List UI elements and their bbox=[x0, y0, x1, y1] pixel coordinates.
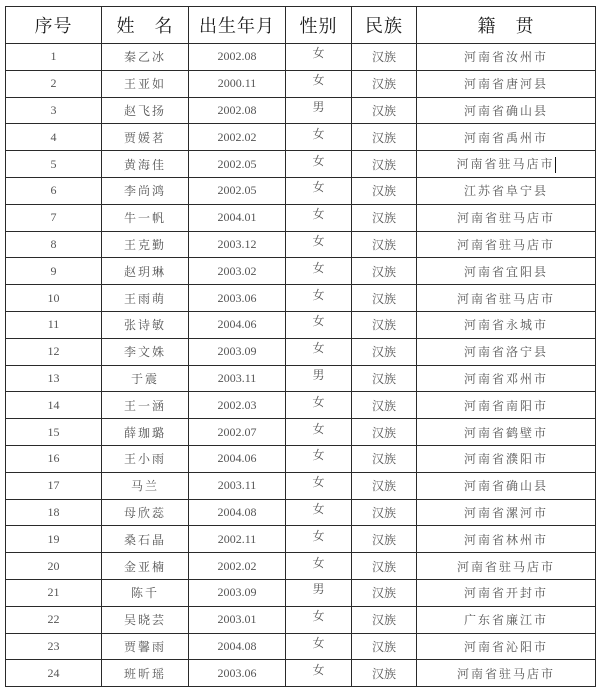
cell-index[interactable]: 19 bbox=[6, 526, 102, 553]
cell-origin-text: 河南省驻马店市 bbox=[456, 237, 555, 252]
cell-name[interactable]: 王小雨 bbox=[102, 445, 189, 472]
cell-gender-text: 女 bbox=[312, 314, 325, 329]
cell-ethnicity[interactable]: 汉族 bbox=[352, 177, 417, 204]
cell-origin[interactable] bbox=[417, 285, 596, 312]
header-birth[interactable]: 出生年月 bbox=[189, 7, 286, 44]
cell-origin-text: 河南省永城市 bbox=[463, 318, 548, 333]
cell-index[interactable]: 16 bbox=[6, 445, 102, 472]
cell-index[interactable]: 5 bbox=[6, 151, 102, 178]
cell-birth[interactable]: 2002.05 bbox=[189, 177, 286, 204]
cell-name[interactable]: 张诗敏 bbox=[102, 311, 189, 338]
cell-origin-text: 河南省驻马店市 bbox=[456, 291, 555, 306]
cell-ethnicity[interactable]: 汉族 bbox=[352, 606, 417, 633]
cell-name[interactable]: 牛一帆 bbox=[102, 204, 189, 231]
cell-origin[interactable] bbox=[417, 204, 596, 231]
cell-gender[interactable] bbox=[286, 231, 352, 258]
cell-birth[interactable]: 2003.11 bbox=[189, 365, 286, 392]
cell-origin[interactable] bbox=[417, 311, 596, 338]
cell-gender-text: 男 bbox=[312, 367, 325, 382]
cell-name[interactable]: 王一涵 bbox=[102, 392, 189, 419]
cell-birth[interactable]: 2003.01 bbox=[189, 606, 286, 633]
table-row bbox=[6, 285, 596, 312]
cell-origin-text: 河南省邓州市 bbox=[463, 371, 548, 386]
cell-gender[interactable] bbox=[286, 70, 352, 97]
cell-ethnicity[interactable]: 汉族 bbox=[352, 392, 417, 419]
cell-ethnicity[interactable]: 汉族 bbox=[352, 419, 417, 446]
cell-index[interactable]: 15 bbox=[6, 419, 102, 446]
cell-gender-text: 女 bbox=[312, 501, 325, 516]
cell-birth[interactable]: 2003.09 bbox=[189, 579, 286, 606]
table-row bbox=[6, 392, 596, 419]
cell-origin[interactable] bbox=[417, 177, 596, 204]
cell-name[interactable]: 于震 bbox=[102, 365, 189, 392]
cell-index[interactable]: 13 bbox=[6, 365, 102, 392]
cell-origin[interactable] bbox=[417, 338, 596, 365]
cell-ethnicity[interactable]: 汉族 bbox=[352, 124, 417, 151]
cell-name[interactable]: 吴晓芸 bbox=[102, 606, 189, 633]
table-row bbox=[6, 311, 596, 338]
cell-gender[interactable] bbox=[286, 151, 352, 178]
cell-birth[interactable]: 2002.02 bbox=[189, 553, 286, 580]
cell-gender[interactable] bbox=[286, 392, 352, 419]
cell-origin[interactable] bbox=[417, 445, 596, 472]
cell-name[interactable]: 桑石晶 bbox=[102, 526, 189, 553]
cell-index[interactable]: 3 bbox=[6, 97, 102, 124]
cell-origin[interactable] bbox=[417, 97, 596, 124]
document-page bbox=[5, 6, 595, 687]
cell-gender-text: 女 bbox=[312, 207, 325, 222]
cell-ethnicity[interactable]: 汉族 bbox=[352, 338, 417, 365]
cell-name[interactable]: 贾媛茗 bbox=[102, 124, 189, 151]
cell-origin[interactable] bbox=[417, 392, 596, 419]
cell-name[interactable]: 黄海佳 bbox=[102, 151, 189, 178]
cell-gender[interactable] bbox=[286, 526, 352, 553]
cell-ethnicity[interactable]: 汉族 bbox=[352, 97, 417, 124]
table-row bbox=[6, 124, 596, 151]
table-row bbox=[6, 70, 596, 97]
table-row bbox=[6, 553, 596, 580]
cell-birth[interactable]: 2004.06 bbox=[189, 445, 286, 472]
cell-birth[interactable]: 2003.09 bbox=[189, 338, 286, 365]
cell-birth[interactable]: 2003.11 bbox=[189, 472, 286, 499]
cell-birth[interactable]: 2002.05 bbox=[189, 151, 286, 178]
cell-index[interactable]: 21 bbox=[6, 579, 102, 606]
cell-origin[interactable] bbox=[417, 499, 596, 526]
cell-gender-text: 女 bbox=[312, 126, 325, 141]
student-roster-table bbox=[5, 6, 596, 687]
cell-gender[interactable] bbox=[286, 177, 352, 204]
cell-gender-text: 女 bbox=[312, 421, 325, 436]
cell-name[interactable]: 赵玥琳 bbox=[102, 258, 189, 285]
cell-origin-text: 河南省驻马店市 bbox=[456, 157, 555, 172]
cell-origin-text: 河南省漯河市 bbox=[463, 505, 548, 520]
cell-origin-text: 河南省林州市 bbox=[463, 532, 548, 547]
table-header-row bbox=[6, 7, 596, 44]
header-ethnicity[interactable]: 民族 bbox=[352, 7, 417, 44]
cell-origin-text: 河南省驻马店市 bbox=[456, 559, 555, 574]
cell-name[interactable]: 秦乙冰 bbox=[102, 44, 189, 71]
cell-origin-text: 河南省驻马店市 bbox=[456, 666, 555, 681]
table-row bbox=[6, 44, 596, 71]
cell-gender-text: 女 bbox=[312, 609, 325, 624]
cell-origin[interactable] bbox=[417, 124, 596, 151]
cell-gender[interactable] bbox=[286, 633, 352, 660]
cell-birth[interactable]: 2004.08 bbox=[189, 633, 286, 660]
cell-gender[interactable] bbox=[286, 338, 352, 365]
table-row bbox=[6, 258, 596, 285]
cell-birth[interactable]: 2004.01 bbox=[189, 204, 286, 231]
cell-gender-text: 女 bbox=[312, 394, 325, 409]
table-row bbox=[6, 472, 596, 499]
cell-origin-text: 河南省驻马店市 bbox=[456, 211, 555, 226]
cell-birth[interactable]: 2002.08 bbox=[189, 44, 286, 71]
cell-index[interactable]: 24 bbox=[6, 660, 102, 687]
cell-gender[interactable] bbox=[286, 660, 352, 687]
text-cursor bbox=[555, 157, 556, 173]
cell-gender[interactable] bbox=[286, 553, 352, 580]
cell-name[interactable]: 王亚如 bbox=[102, 70, 189, 97]
cell-gender[interactable] bbox=[286, 44, 352, 71]
cell-origin[interactable] bbox=[417, 633, 596, 660]
cell-index[interactable]: 2 bbox=[6, 70, 102, 97]
table-row bbox=[6, 660, 596, 687]
header-name[interactable]: 姓 名 bbox=[102, 7, 189, 44]
cell-name[interactable]: 班昕瑶 bbox=[102, 660, 189, 687]
cell-index[interactable]: 23 bbox=[6, 633, 102, 660]
cell-origin[interactable] bbox=[417, 365, 596, 392]
table-row bbox=[6, 204, 596, 231]
cell-origin-text: 河南省汝州市 bbox=[463, 50, 548, 65]
cell-index[interactable]: 12 bbox=[6, 338, 102, 365]
cell-origin[interactable] bbox=[417, 419, 596, 446]
cell-gender[interactable] bbox=[286, 445, 352, 472]
cell-origin[interactable] bbox=[417, 472, 596, 499]
cell-origin[interactable] bbox=[417, 151, 596, 178]
cell-origin-text: 河南省南阳市 bbox=[463, 398, 548, 413]
cell-birth[interactable]: 2004.08 bbox=[189, 499, 286, 526]
cell-gender[interactable] bbox=[286, 606, 352, 633]
cell-index[interactable]: 1 bbox=[6, 44, 102, 71]
cell-origin[interactable] bbox=[417, 70, 596, 97]
table-body bbox=[6, 44, 596, 687]
cell-ethnicity[interactable]: 汉族 bbox=[352, 660, 417, 687]
cell-birth[interactable]: 2000.11 bbox=[189, 70, 286, 97]
cell-origin[interactable] bbox=[417, 579, 596, 606]
cell-name[interactable]: 王雨萌 bbox=[102, 285, 189, 312]
cell-origin[interactable] bbox=[417, 660, 596, 687]
table-row bbox=[6, 606, 596, 633]
cell-name[interactable]: 贾馨雨 bbox=[102, 633, 189, 660]
cell-gender-text: 女 bbox=[312, 153, 325, 168]
cell-name[interactable]: 赵飞扬 bbox=[102, 97, 189, 124]
cell-gender[interactable] bbox=[286, 419, 352, 446]
table-row bbox=[6, 579, 596, 606]
cell-gender[interactable] bbox=[286, 258, 352, 285]
cell-gender-text: 女 bbox=[312, 635, 325, 650]
cell-birth[interactable]: 2004.06 bbox=[189, 311, 286, 338]
cell-index[interactable]: 22 bbox=[6, 606, 102, 633]
cell-name[interactable]: 马兰 bbox=[102, 472, 189, 499]
cell-gender-text: 女 bbox=[312, 662, 325, 677]
cell-gender[interactable] bbox=[286, 97, 352, 124]
cell-index[interactable]: 14 bbox=[6, 392, 102, 419]
cell-gender-text: 女 bbox=[312, 73, 325, 88]
table-row bbox=[6, 151, 596, 178]
cell-origin-text: 河南省濮阳市 bbox=[463, 452, 548, 467]
cell-birth[interactable]: 2002.03 bbox=[189, 392, 286, 419]
cell-origin[interactable] bbox=[417, 231, 596, 258]
cell-index[interactable]: 7 bbox=[6, 204, 102, 231]
header-gender[interactable]: 性别 bbox=[286, 7, 352, 44]
cell-index[interactable]: 20 bbox=[6, 553, 102, 580]
cell-origin[interactable] bbox=[417, 526, 596, 553]
cell-gender-text: 女 bbox=[312, 180, 325, 195]
table-row bbox=[6, 633, 596, 660]
table-row bbox=[6, 177, 596, 204]
cell-index[interactable]: 8 bbox=[6, 231, 102, 258]
cell-ethnicity[interactable]: 汉族 bbox=[352, 365, 417, 392]
cell-ethnicity[interactable]: 汉族 bbox=[352, 472, 417, 499]
cell-index[interactable]: 9 bbox=[6, 258, 102, 285]
cell-origin-text: 河南省洛宁县 bbox=[463, 345, 548, 360]
cell-birth[interactable]: 2003.06 bbox=[189, 285, 286, 312]
cell-index[interactable]: 10 bbox=[6, 285, 102, 312]
cell-gender-text: 女 bbox=[312, 287, 325, 302]
table-row bbox=[6, 231, 596, 258]
cell-gender-text: 男 bbox=[312, 99, 325, 114]
cell-gender-text: 女 bbox=[312, 260, 325, 275]
cell-index[interactable]: 18 bbox=[6, 499, 102, 526]
cell-name[interactable]: 王克勤 bbox=[102, 231, 189, 258]
cell-gender[interactable] bbox=[286, 579, 352, 606]
cell-name[interactable]: 陈千 bbox=[102, 579, 189, 606]
cell-origin-text: 河南省确山县 bbox=[463, 479, 548, 494]
cell-origin-text: 河南省唐河县 bbox=[463, 77, 548, 92]
table-row bbox=[6, 419, 596, 446]
cell-origin-text: 河南省沁阳市 bbox=[463, 639, 548, 654]
cell-gender-text: 女 bbox=[312, 341, 325, 356]
cell-gender-text: 女 bbox=[312, 475, 325, 490]
cell-birth[interactable]: 2003.02 bbox=[189, 258, 286, 285]
cell-ethnicity[interactable]: 汉族 bbox=[352, 311, 417, 338]
cell-gender[interactable] bbox=[286, 204, 352, 231]
table-row bbox=[6, 445, 596, 472]
cell-ethnicity[interactable]: 汉族 bbox=[352, 44, 417, 71]
table-row bbox=[6, 338, 596, 365]
cell-index[interactable]: 6 bbox=[6, 177, 102, 204]
cell-gender[interactable] bbox=[286, 499, 352, 526]
cell-birth[interactable]: 2002.02 bbox=[189, 124, 286, 151]
cell-gender-text: 男 bbox=[312, 582, 325, 597]
cell-name[interactable]: 母欣蕊 bbox=[102, 499, 189, 526]
cell-ethnicity[interactable]: 汉族 bbox=[352, 204, 417, 231]
cell-gender[interactable] bbox=[286, 472, 352, 499]
table-row bbox=[6, 499, 596, 526]
cell-ethnicity[interactable]: 汉族 bbox=[352, 526, 417, 553]
cell-name[interactable]: 薛珈璐 bbox=[102, 419, 189, 446]
cell-origin-text: 广东省廉江市 bbox=[463, 613, 548, 628]
cell-origin[interactable] bbox=[417, 258, 596, 285]
cell-ethnicity[interactable]: 汉族 bbox=[352, 579, 417, 606]
cell-gender[interactable] bbox=[286, 124, 352, 151]
cell-birth[interactable]: 2003.06 bbox=[189, 660, 286, 687]
cell-name[interactable]: 李尚鸿 bbox=[102, 177, 189, 204]
cell-ethnicity[interactable]: 汉族 bbox=[352, 499, 417, 526]
cell-birth[interactable]: 2002.07 bbox=[189, 419, 286, 446]
cell-origin-text: 河南省宜阳县 bbox=[463, 264, 548, 279]
cell-origin[interactable] bbox=[417, 44, 596, 71]
cell-gender-text: 女 bbox=[312, 528, 325, 543]
cell-origin[interactable] bbox=[417, 553, 596, 580]
cell-index[interactable]: 11 bbox=[6, 311, 102, 338]
cell-ethnicity[interactable]: 汉族 bbox=[352, 70, 417, 97]
cell-origin-text: 河南省鹤壁市 bbox=[463, 425, 548, 440]
cell-origin-text: 河南省确山县 bbox=[463, 103, 548, 118]
cell-ethnicity[interactable]: 汉族 bbox=[352, 553, 417, 580]
cell-gender[interactable] bbox=[286, 311, 352, 338]
table-row bbox=[6, 97, 596, 124]
cell-gender-text: 女 bbox=[312, 46, 325, 61]
header-index[interactable]: 序号 bbox=[6, 7, 102, 44]
cell-ethnicity[interactable]: 汉族 bbox=[352, 285, 417, 312]
cell-birth[interactable]: 2003.12 bbox=[189, 231, 286, 258]
cell-gender[interactable] bbox=[286, 365, 352, 392]
cell-ethnicity[interactable]: 汉族 bbox=[352, 445, 417, 472]
cell-ethnicity[interactable]: 汉族 bbox=[352, 633, 417, 660]
cell-gender-text: 女 bbox=[312, 448, 325, 463]
cell-gender-text: 女 bbox=[312, 233, 325, 248]
cell-origin-text: 河南省开封市 bbox=[463, 586, 548, 601]
cell-name[interactable]: 金亚楠 bbox=[102, 553, 189, 580]
table-row bbox=[6, 365, 596, 392]
cell-name[interactable]: 李文姝 bbox=[102, 338, 189, 365]
cell-ethnicity[interactable]: 汉族 bbox=[352, 231, 417, 258]
cell-gender[interactable] bbox=[286, 285, 352, 312]
header-origin[interactable]: 籍 贯 bbox=[417, 7, 596, 44]
cell-gender-text: 女 bbox=[312, 555, 325, 570]
cell-origin[interactable] bbox=[417, 606, 596, 633]
cell-origin-text: 江苏省阜宁县 bbox=[463, 184, 548, 199]
cell-birth[interactable]: 2002.08 bbox=[189, 97, 286, 124]
table-row bbox=[6, 526, 596, 553]
cell-birth[interactable]: 2002.11 bbox=[189, 526, 286, 553]
cell-ethnicity[interactable]: 汉族 bbox=[352, 151, 417, 178]
cell-ethnicity[interactable]: 汉族 bbox=[352, 258, 417, 285]
cell-index[interactable]: 4 bbox=[6, 124, 102, 151]
cell-origin-text: 河南省禹州市 bbox=[463, 130, 548, 145]
cell-index[interactable]: 17 bbox=[6, 472, 102, 499]
